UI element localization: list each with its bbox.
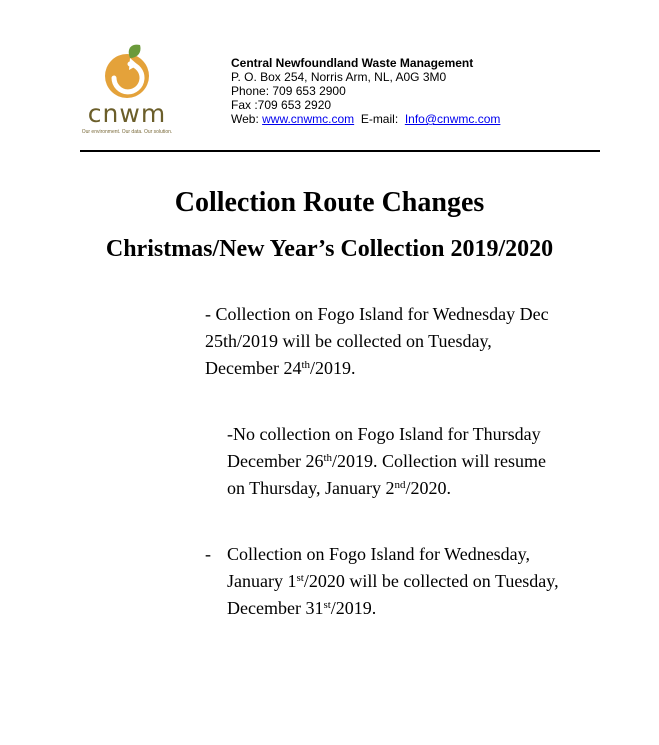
recycle-leaf-icon bbox=[80, 44, 176, 104]
notice-line: December 26th/2019. Collection will resume bbox=[227, 451, 546, 471]
notice-fogo-dec-25 bbox=[205, 301, 549, 382]
organization-address: P. O. Box 254, Norris Arm, NL, A0G 3M0 bbox=[231, 70, 447, 84]
page-title: Collection Route Changes bbox=[174, 187, 485, 218]
website-link[interactable]: www.cnwmc.com bbox=[262, 112, 355, 126]
notice-line: - Collection on Fogo Island for Wednesday Dec bbox=[205, 304, 549, 324]
notice-line: January 1st/2020 will be collected on Tuesday, bbox=[227, 571, 559, 591]
organization-fax: Fax :709 653 2920 bbox=[231, 98, 332, 112]
organization-web-email bbox=[231, 112, 500, 126]
notice-fogo-dec-26 bbox=[227, 421, 546, 502]
organization-contact-block bbox=[231, 56, 500, 126]
notice-line: December 31st/2019. bbox=[227, 598, 377, 618]
email-link[interactable]: Info@cnwmc.com bbox=[404, 112, 501, 126]
web-label: Web: bbox=[231, 112, 263, 126]
logo-wordmark: cnwm bbox=[87, 99, 167, 128]
bullet-marker: - bbox=[205, 544, 211, 564]
notice-line: Collection on Fogo Island for Wednesday, bbox=[227, 544, 531, 564]
logo-tagline: Our environment. Our data. Our solution. bbox=[81, 129, 173, 135]
header-divider bbox=[80, 150, 600, 152]
notice-line: on Thursday, January 2nd/2020. bbox=[227, 478, 451, 498]
notice-fogo-jan-1 bbox=[227, 541, 559, 622]
cnwm-logo bbox=[80, 44, 176, 140]
organization-name: Central Newfoundland Waste Management bbox=[231, 56, 474, 70]
page-subtitle: Christmas/New Year’s Collection 2019/2020 bbox=[105, 236, 554, 262]
notice-line: December 24th/2019. bbox=[205, 358, 356, 378]
organization-phone: Phone: 709 653 2900 bbox=[231, 84, 346, 98]
notice-line: -No collection on Fogo Island for Thursday bbox=[227, 424, 541, 444]
email-label: E-mail: bbox=[360, 112, 399, 126]
notice-line: 25th/2019 will be collected on Tuesday, bbox=[205, 331, 492, 351]
